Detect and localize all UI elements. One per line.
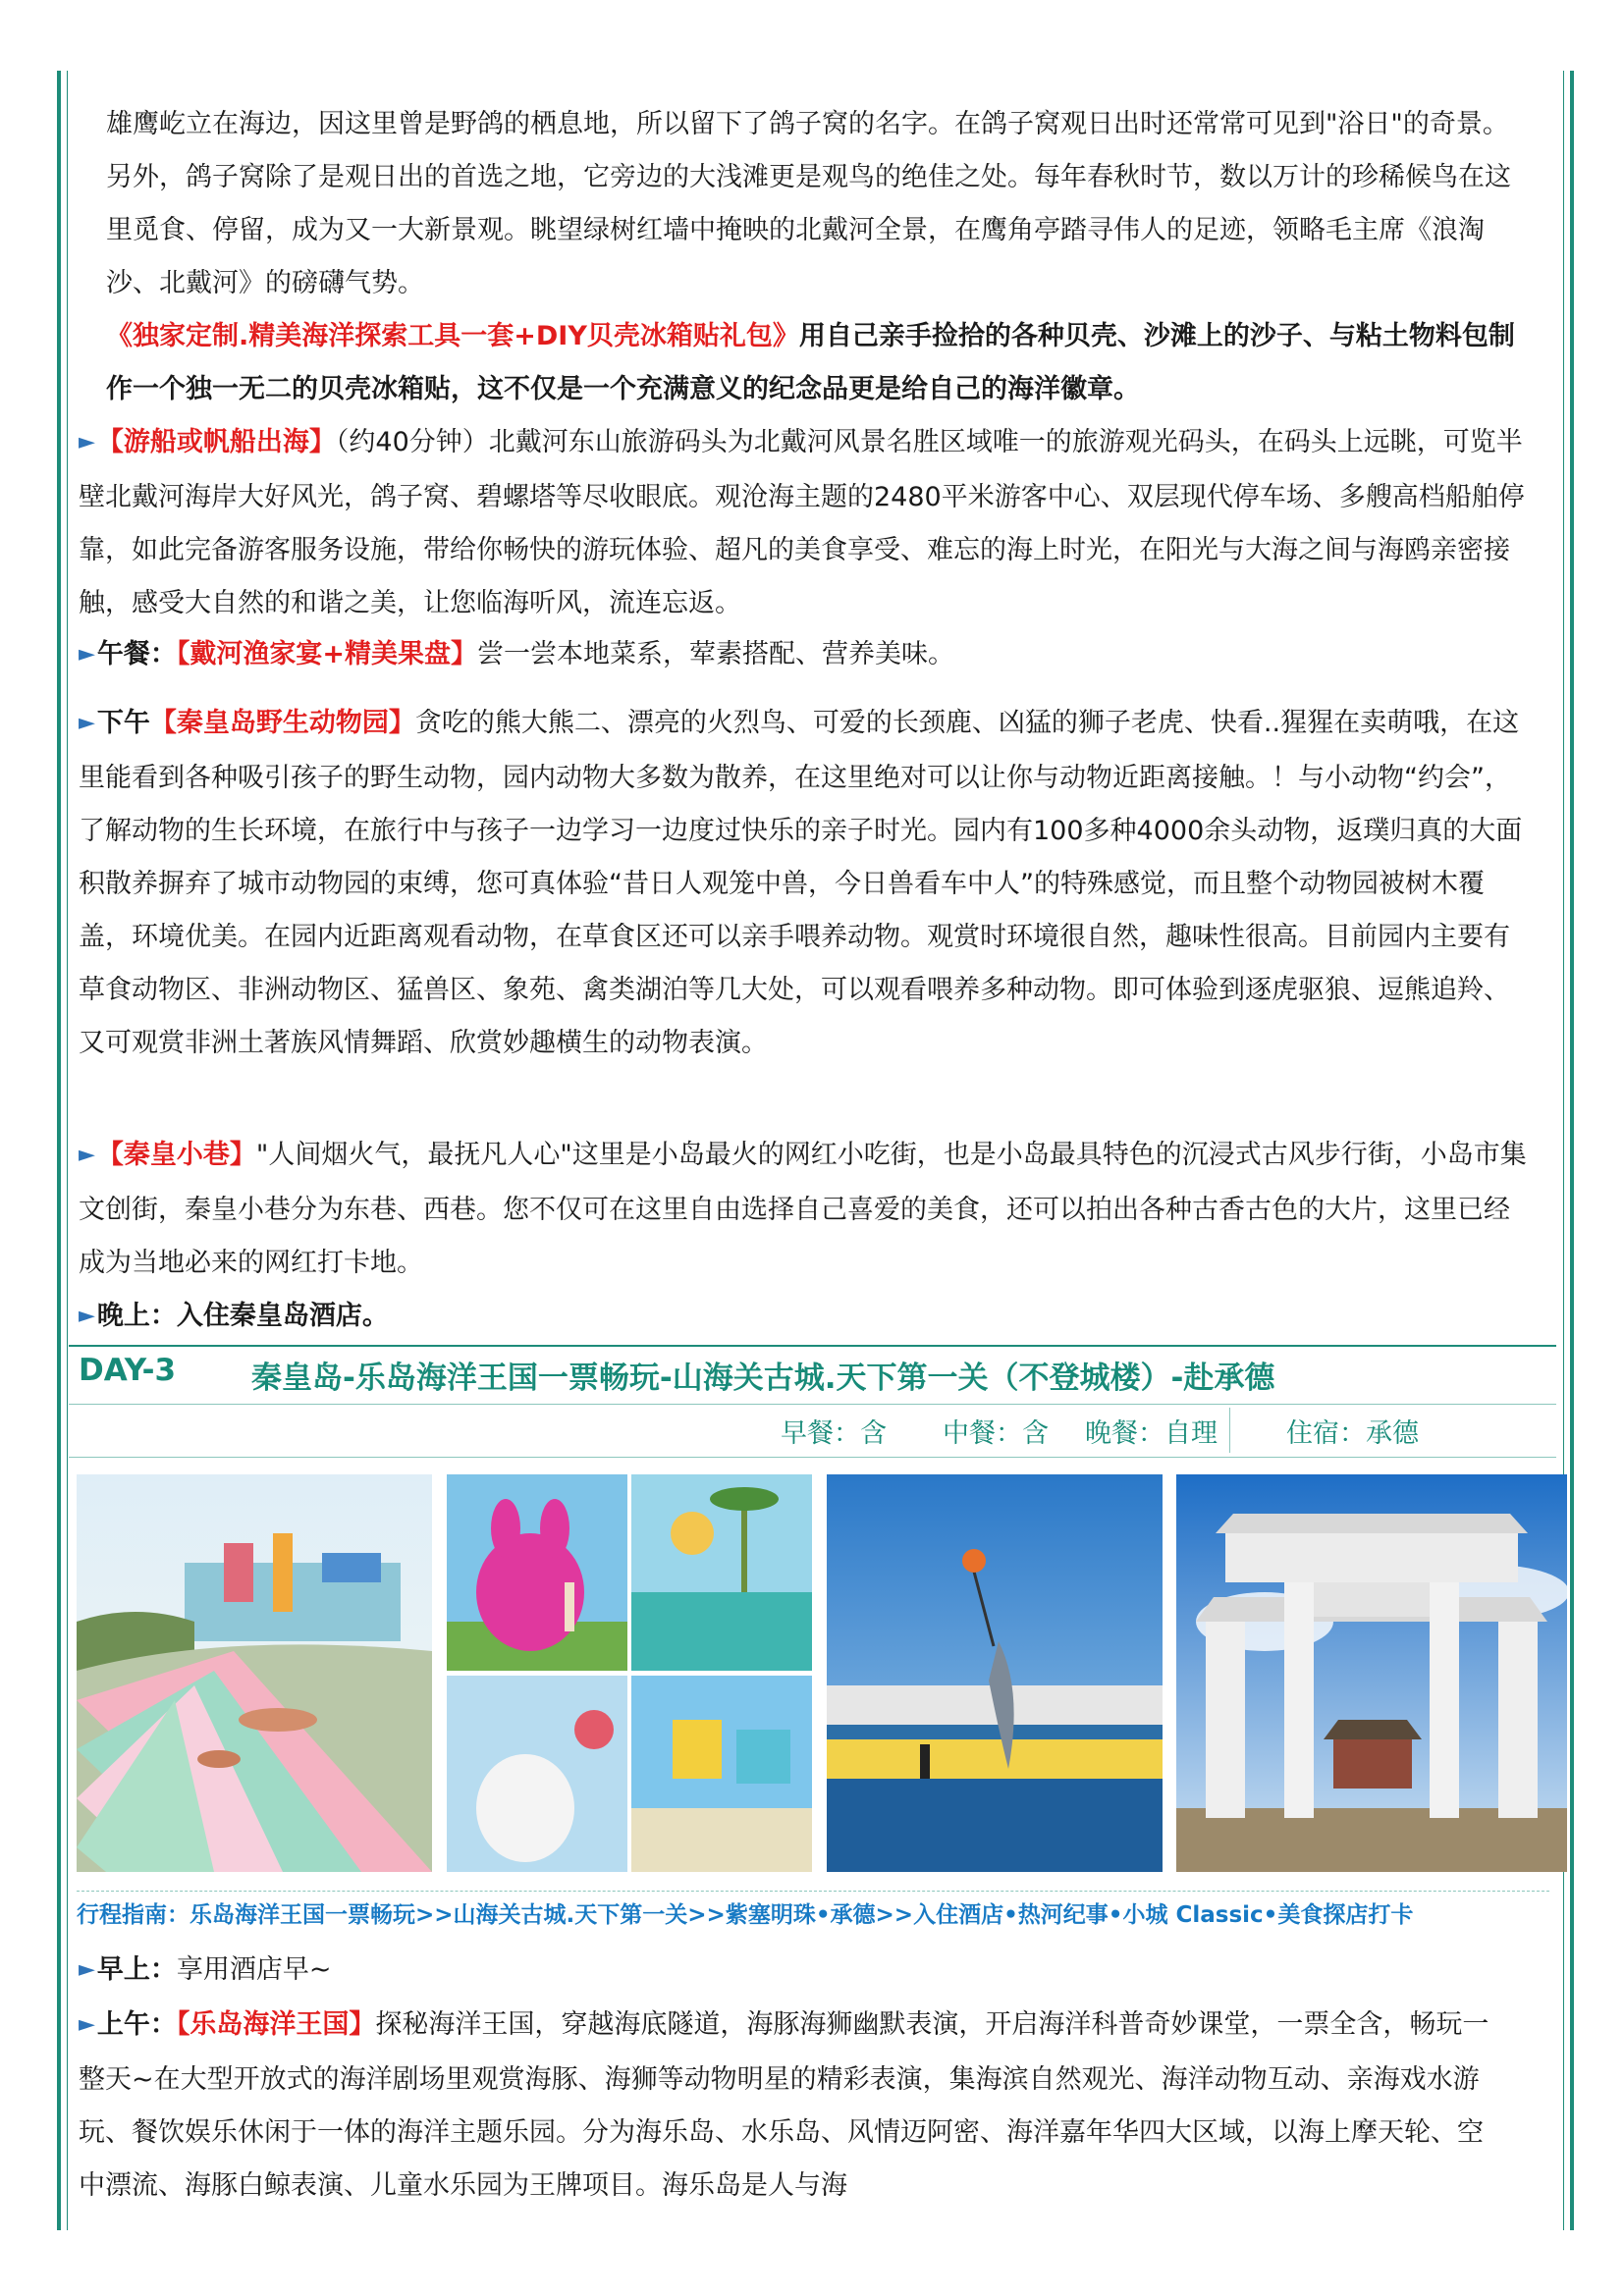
paragraph-gift: 《独家定制.精美海洋探索工具一套+DIY贝壳冰箱贴礼包》用自己亲手捡拾的各种贝壳、沙滩上的沙子、与粘土物料包制作一个独一无二的贝壳冰箱贴，这不仅是一个充满意义的纪念品更是给自己的海洋徽章。 bbox=[106, 321, 1515, 404]
paragraph-zoo: ►下午【秦皇岛野生动物园】贪吃的熊大熊二、漂亮的火烈鸟、可爱的长颈鹿、凶猛的狮子老虎、快看..猩猩在卖萌哦，在这里能看到各种吸引孩子的野生动物，园内动物大多数为散养，在这里绝对可以让你与动物近距离接触。！与小动物“约会”，了解动物的生长环境，在旅行中与孩子一边学习一边度过快乐的亲子时光。园内有100多种4000余头动物，返璞归真的大面积散养摒弃了城市动物园的束缚，您可真体验“昔日人观笼中兽，今日兽看车中人”的特殊感觉，而且整个动物园被树木覆盖，环境优美。在园内近距离观看动物，在草食区还可以亲手喂养动物。观赏时环境很自然，趣味性很高。目前园内主要有草食动物区、非洲动物区、猛兽区、象苑、禽类湖泊等几大处，可以观看喂养多种动物。即可体验到逐虎驱狼、逗熊追羚、又可观赏非洲土著族风情舞蹈、欣赏妙趣横生的动物表演。 bbox=[79, 708, 1523, 1058]
arrow-icon: ► bbox=[79, 1957, 95, 1982]
day-title: 秦皇岛-乐岛海洋王国一票畅玩-山海关古城.天下第一关（不登城楼）-赴承德 bbox=[251, 1361, 1275, 1396]
photo-collage bbox=[447, 1474, 812, 1872]
paragraph-ocean-kingdom: ►上午：【乐岛海洋王国】探秘海洋王国，穿越海底隧道，海豚海狮幽默表演，开启海洋科普奇妙课堂，一票全含，畅玩一整天~在大型开放式的海洋剧场里观赏海豚、海狮等动物明星的精彩表演，集海滨自然观光、海洋动物互动、亲海戏水游玩、餐饮娱乐休闲于一体的海洋主题乐园。分为海乐岛、水乐岛、风情迈阿密、海洋嘉年华四大区域，以海上摩天轮、空中漂流、海豚白鲸表演、儿童水乐园为王牌项目。海乐岛是人与海 bbox=[79, 2009, 1489, 2201]
meals-row bbox=[69, 1404, 1556, 1458]
arrow-icon: ► bbox=[79, 430, 95, 454]
breakfast-info: 早餐：含 bbox=[781, 1418, 887, 1449]
lunch-info: 中餐：含 bbox=[943, 1418, 1049, 1449]
photo-water-park bbox=[77, 1474, 432, 1872]
alley-title: 【秦皇小巷】 bbox=[96, 1140, 256, 1170]
paragraph-boat: ►【游船或帆船出海】（约40分钟）北戴河东山旅游码头为北戴河风景名胜区域唯一的旅游观光码头，在码头上远眺，可览半壁北戴河海岸大好风光，鸽子窝、碧螺塔等尽收眼底。观沧海主题的2480平米游客中心、双层现代停车场、多艘高档船舶停靠，如此完备游客服务设施，带给你畅快的游玩体验、超凡的美食享受、难忘的海上时光，在阳光与大海之间与海鸥亲密接触，感受大自然的和谐之美，让您临海听风，流连忘返。 bbox=[79, 427, 1525, 618]
hotel-info: 住宿：承德 bbox=[1286, 1418, 1419, 1449]
paragraph-morning: ►早上：享用酒店早~ bbox=[79, 1954, 332, 1985]
day-number: DAY-3 bbox=[79, 1353, 177, 1388]
gift-title: 《独家定制.精美海洋探索工具一套+DIY贝壳冰箱贴礼包》 bbox=[106, 321, 799, 351]
arrow-icon: ► bbox=[79, 1143, 95, 1167]
arrow-icon: ► bbox=[79, 642, 95, 667]
paragraph-evening: ►晚上：入住秦皇岛酒店。 bbox=[79, 1301, 389, 1331]
day-header bbox=[69, 1345, 1556, 1405]
photo-archway bbox=[1176, 1474, 1567, 1872]
boat-title: 【游船或帆船出海】 bbox=[96, 427, 336, 457]
paragraph-pigeon-nest: 雄鹰屹立在海边，因这里曾是野鸽的栖息地，所以留下了鸽子窝的名字。在鸽子窝观日出时还常常可见到"浴日"的奇景。另外，鸽子窝除了是观日出的首选之地，它旁边的大浅滩更是观鸟的绝佳之处。每年春秋时节，数以万计的珍稀候鸟在这里觅食、停留，成为又一大新景观。眺望绿树红墙中掩映的北戴河全景，在鹰角亭踏寻伟人的足迹，领略毛主席《浪淘沙、北戴河》的磅礴气势。 bbox=[106, 109, 1511, 298]
itinerary-guide: 行程指南：乐岛海洋王国一票畅玩>>山海关古城.天下第一关>>紫塞明珠•承德>>入住酒店•热河纪事•小城 Classic•美食探店打卡 bbox=[77, 1891, 1549, 1935]
arrow-icon: ► bbox=[79, 2012, 95, 2037]
zoo-title: 【秦皇岛野生动物园】 bbox=[149, 708, 415, 738]
ocean-kingdom-title: 【乐岛海洋王国】 bbox=[176, 2009, 376, 2040]
lunch-title: 【戴河渔家宴+精美果盘】 bbox=[176, 639, 478, 669]
paragraph-lunch: ►午餐：【戴河渔家宴+精美果盘】尝一尝本地菜系，荤素搭配、营养美味。 bbox=[79, 639, 955, 669]
dinner-info: 晚餐：自理 bbox=[1085, 1418, 1218, 1449]
paragraph-alley: ►【秦皇小巷】"人间烟火气，最抚凡人心"这里是小岛最火的网红小吃街，也是小岛最具特色的沉浸式古风步行街，小岛市集文创街，秦皇小巷分为东巷、西巷。您不仅可在这里自由选择自己喜爱的美食，还可以拍出各种古香古色的大片，这里已经成为当地必来的网红打卡地。 bbox=[79, 1140, 1527, 1278]
photo-dolphin-show bbox=[827, 1474, 1163, 1872]
arrow-icon: ► bbox=[79, 711, 95, 735]
arrow-icon: ► bbox=[79, 1304, 95, 1328]
divider bbox=[1229, 1408, 1230, 1453]
